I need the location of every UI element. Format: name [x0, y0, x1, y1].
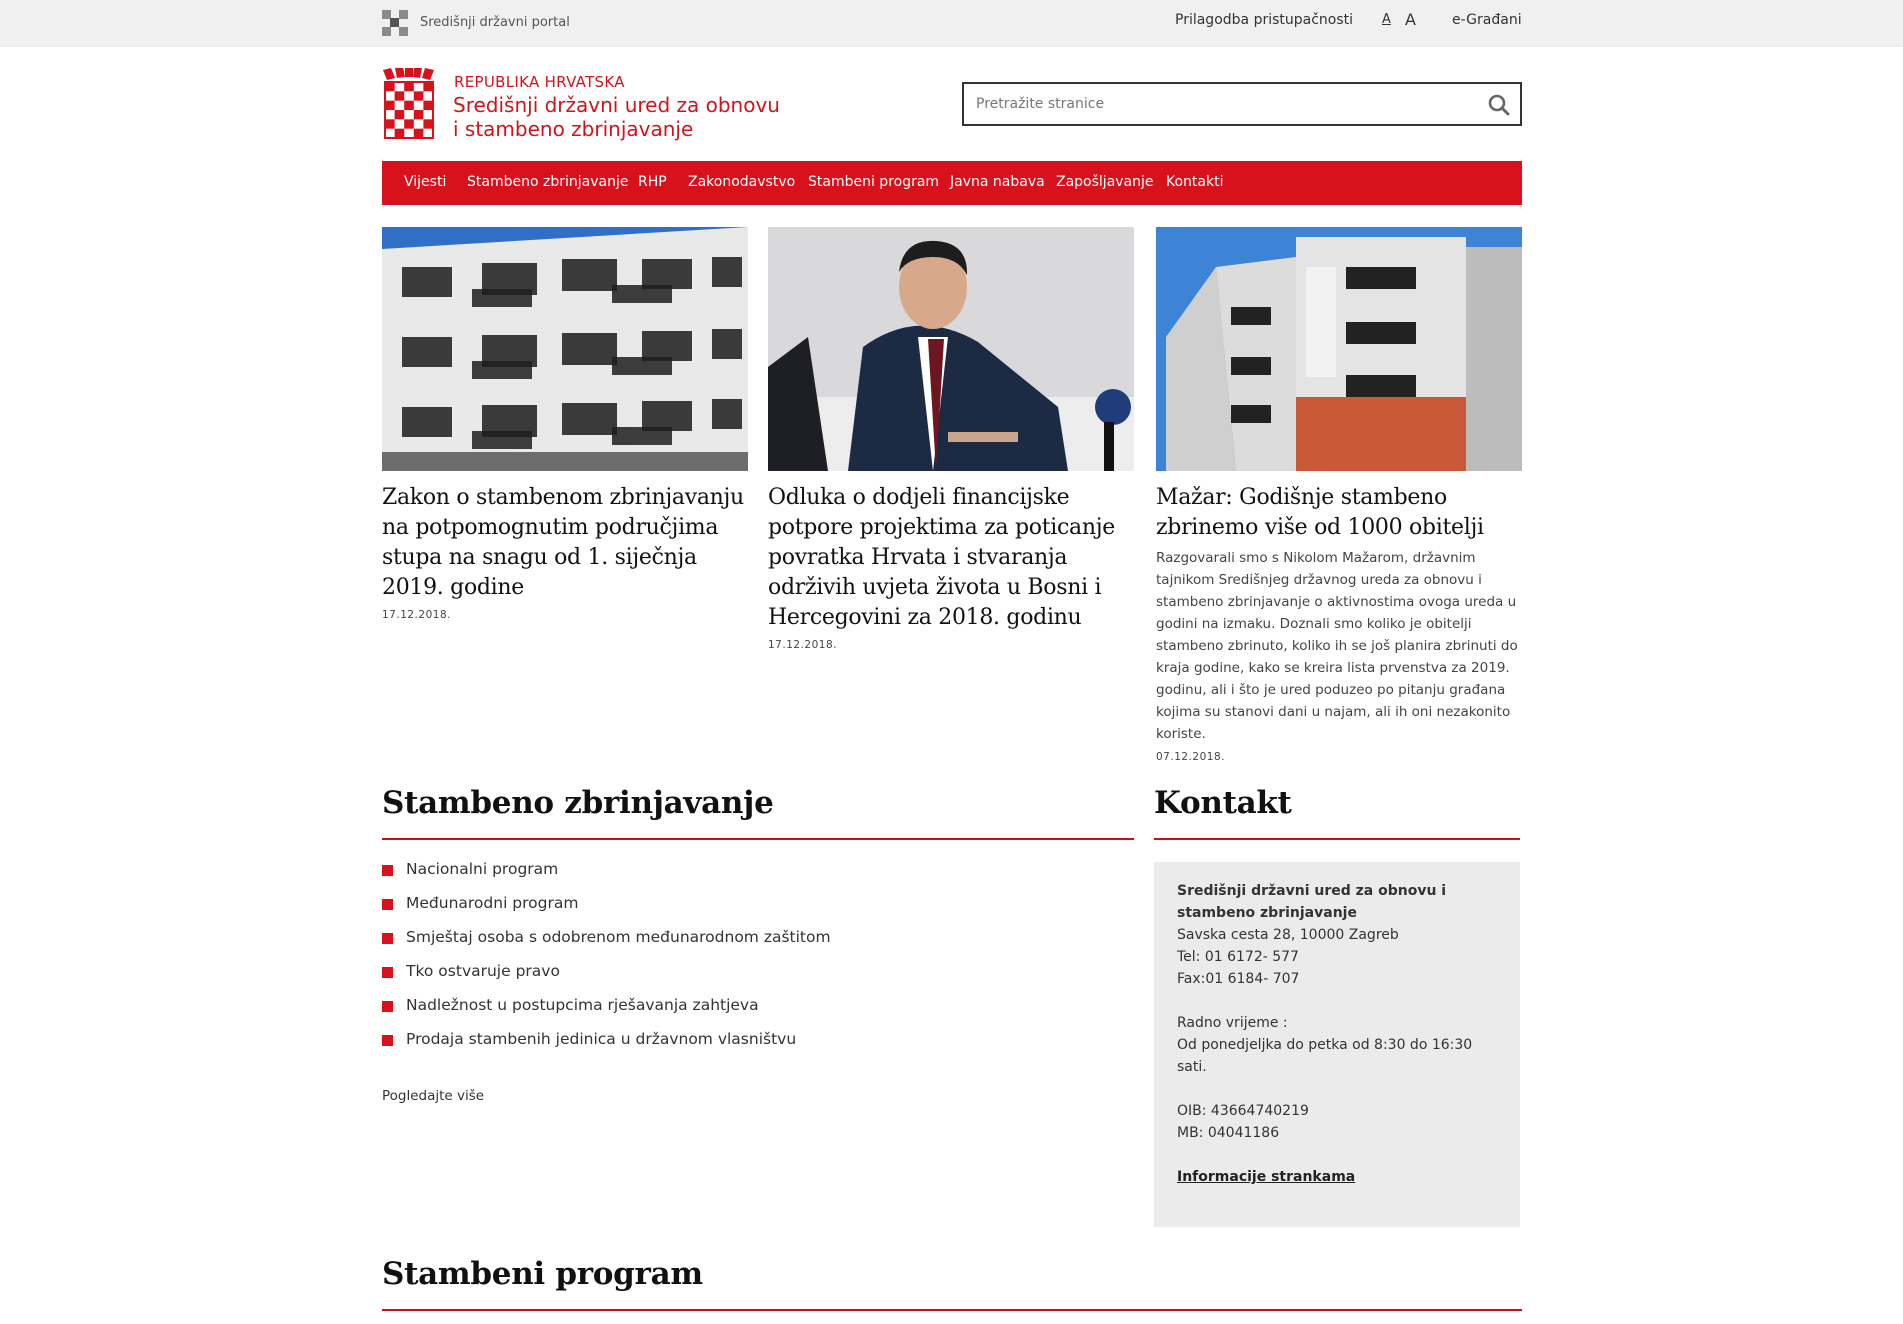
contact-tel: Tel: 01 6172- 577 — [1177, 949, 1299, 965]
news-image-signing[interactable] — [768, 227, 1134, 471]
search-input[interactable] — [976, 92, 1476, 116]
office-title-link[interactable] — [453, 93, 783, 141]
nav-item-stambeno-zbrinjavanje[interactable]: Stambeno zbrinjavanje — [467, 174, 629, 190]
nav-item-javna-nabava[interactable]: Javna nabava — [950, 174, 1045, 190]
accessibility-link[interactable]: Prilagodba pristupačnosti — [1175, 12, 1354, 28]
gov-portal-icon[interactable] — [382, 10, 408, 36]
list-item[interactable]: Prodaja stambenih jedinica u državnom vlasništvu — [382, 1030, 831, 1064]
contact-fax: Fax:01 6184- 707 — [1177, 971, 1300, 987]
search-icon[interactable] — [1488, 94, 1510, 116]
list-item[interactable]: Tko ostvaruje pravo — [382, 962, 831, 996]
font-size-large-button[interactable]: A — [1405, 10, 1416, 29]
news-card — [768, 227, 1134, 651]
country-label: REPUBLIKA HRVATSKA — [454, 73, 625, 91]
gov-portal-link[interactable]: Središnji državni portal — [420, 15, 570, 30]
e-gradani-link[interactable]: e-Građani — [1452, 12, 1522, 28]
bullet-icon — [382, 899, 393, 910]
section-title-housing: Stambeno zbrinjavanje — [382, 785, 774, 821]
section-divider — [1154, 838, 1520, 840]
nav-item-vijesti[interactable]: Vijesti — [404, 174, 447, 190]
news-date: 17.12.2018. — [768, 639, 837, 651]
housing-link-list — [382, 860, 831, 1064]
news-date: 07.12.2018. — [1156, 751, 1225, 763]
news-title[interactable]: Odluka o dodjeli financijske potpore projektima za poticanje povratka Hrvata i stvaranja održivih uvjeta života u Bosni i Hercegovini za 2018. godinu — [768, 485, 1115, 630]
news-card — [1156, 227, 1522, 763]
bullet-icon — [382, 1001, 393, 1012]
news-image-apartments[interactable] — [1156, 227, 1522, 471]
list-item[interactable]: Nacionalni program — [382, 860, 831, 894]
contact-office-name: Središnji državni ured za obnovu i stambeno zbrinjavanje — [1177, 883, 1447, 921]
contact-address: Savska cesta 28, 10000 Zagreb — [1177, 927, 1399, 943]
nav-item-stambeni-program[interactable]: Stambeni program — [808, 174, 940, 190]
section-divider — [382, 1309, 1522, 1311]
office-title-line2: i stambeno zbrinjavanje — [453, 117, 694, 141]
bullet-icon — [382, 967, 393, 978]
contact-box — [1154, 862, 1520, 1227]
contact-oib: OIB: 43664740219 — [1177, 1103, 1309, 1119]
nav-item-kontakti[interactable]: Kontakti — [1166, 174, 1224, 190]
info-for-clients-link[interactable]: Informacije strankama — [1177, 1169, 1356, 1185]
font-size-small-button[interactable]: A — [1382, 12, 1391, 27]
nav-item-zaposljavanje[interactable]: Zapošljavanje — [1056, 174, 1154, 190]
contact-hours: Od ponedjeljka do petka od 8:30 do 16:30 sati. — [1177, 1037, 1473, 1075]
list-item[interactable]: Međunarodni program — [382, 894, 831, 928]
main-nav — [382, 161, 1522, 205]
search-box — [962, 82, 1522, 126]
see-more-link[interactable]: Pogledajte više — [382, 1088, 485, 1104]
news-title[interactable]: Zakon o stambenom zbrinjavanju na potpomognutim područjima stupa na snagu od 1. siječnja 2019. godine — [382, 485, 744, 600]
bullet-icon — [382, 865, 393, 876]
section-title-contact: Kontakt — [1154, 785, 1292, 821]
news-date: 17.12.2018. — [382, 609, 451, 621]
news-image-building[interactable] — [382, 227, 748, 471]
nav-item-rhp[interactable]: RHP — [638, 174, 667, 190]
top-utility-bar — [0, 0, 1903, 47]
section-title-program: Stambeni program — [382, 1256, 703, 1292]
nav-item-zakonodavstvo[interactable]: Zakonodavstvo — [688, 174, 796, 190]
news-card — [382, 227, 748, 621]
list-item[interactable]: Smještaj osoba s odobrenom međunarodnom zaštitom — [382, 928, 831, 962]
section-divider — [382, 838, 1134, 840]
coat-of-arms-icon[interactable] — [381, 68, 437, 140]
bullet-icon — [382, 933, 393, 944]
office-title-line1: Središnji državni ured za obnovu — [453, 93, 780, 117]
list-item[interactable]: Nadležnost u postupcima rješavanja zahtjeva — [382, 996, 831, 1030]
news-title[interactable]: Mažar: Godišnje stambeno zbrinemo više od 1000 obitelji — [1156, 485, 1484, 540]
news-excerpt: Razgovarali smo s Nikolom Mažarom, državnim tajnikom Središnjeg državnog ureda za obnovu i stambeno zbrinjavanje o aktivnostima ovoga ureda u godini na izmaku. Doznali smo koliko je obitelji stambeno zbrinuto, koliko ih se još planira zbrinuti do kraja godine, kako se kreira lista prvenstva za 2019. godinu, ali i što je ured poduzeo po pitanju građana kojima su stanovi dani u najam, ali ih oni nezakonito koriste. — [1156, 550, 1518, 742]
bullet-icon — [382, 1035, 393, 1046]
contact-hours-label: Radno vrijeme : — [1177, 1015, 1288, 1031]
contact-mb: MB: 04041186 — [1177, 1125, 1280, 1141]
